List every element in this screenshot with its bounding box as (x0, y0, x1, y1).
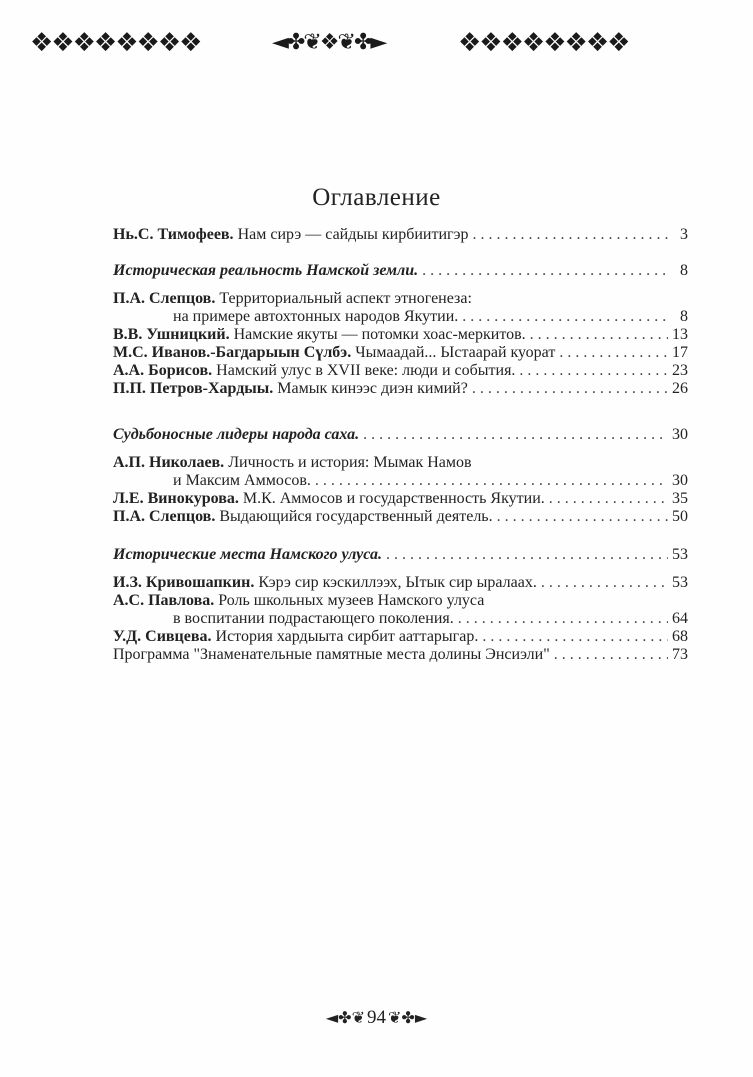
dot-leader (422, 262, 668, 280)
entry-author: В.В. Ушницкий. (113, 326, 230, 343)
entry-page: 13 (672, 326, 688, 343)
entry-title: М.К. Аммосов и государственность Якутии. (242, 490, 545, 507)
toc-entry (113, 508, 688, 526)
dot-leader (549, 490, 668, 508)
entry-page: 8 (680, 308, 688, 325)
entry-title: Чымаадай... Ыстаарай куорат (355, 344, 556, 361)
dot-leader (519, 362, 668, 380)
dot-leader (363, 426, 668, 444)
toc-entry (113, 592, 688, 610)
entry-title: Кэрэ сир кэскиллээх, Ытык сир ыралаах. (258, 574, 537, 591)
entry-page: 35 (672, 490, 688, 507)
footer-ornament-left-icon: ◄✤❦ (325, 1008, 365, 1027)
entry-title: Мамык кинээс диэн кимий? (277, 380, 468, 397)
toc-section (113, 546, 688, 564)
toc-section (113, 262, 688, 280)
entry-page: 8 (680, 262, 688, 279)
toc-entry (113, 226, 688, 244)
entry-title: Программа "Знаменательные памятные места долины Энсиэли" (113, 646, 550, 663)
dot-leader (472, 380, 668, 398)
page-number: 94 (367, 1007, 386, 1028)
entry-page: 50 (672, 508, 688, 525)
entry-title: Роль школьных музеев Намского улуса (218, 592, 485, 609)
entry-title: и Максим Аммосов. (173, 472, 311, 489)
entry-author: И.З. Кривошапкин. (113, 574, 255, 591)
entry-author: Нь.С. Тимофеев. (113, 226, 234, 243)
entry-author: Л.Е. Винокурова. (113, 490, 239, 507)
toc-entry (113, 380, 688, 398)
entry-page: 53 (672, 574, 688, 591)
entry-author: П.А. Слепцов. (113, 290, 216, 307)
toc-section (113, 426, 688, 444)
dot-leader (482, 628, 668, 646)
ornament-knots-right-icon: ❖❖❖❖❖❖❖❖ (458, 28, 629, 58)
toc-entry (113, 646, 688, 664)
entry-title: Территориальный аспект этногенеза: (219, 290, 472, 307)
entry-page: 30 (672, 426, 688, 443)
entry-page: 68 (672, 628, 688, 645)
dot-leader (462, 308, 668, 326)
dot-leader (541, 574, 668, 592)
entry-title: Нам сирэ — сайдыы кирбиитигэр (237, 226, 469, 243)
entry-title: Выдающийся государственный деятель. (219, 508, 493, 525)
entry-page: 26 (672, 380, 688, 397)
entry-title: История хардыыта сирбит ааттарыгар. (215, 628, 479, 645)
entry-title: в воспитании подрастающего поколения. (173, 610, 454, 627)
entry-title: Личность и история: Мымак Намов (228, 454, 472, 471)
dot-leader (530, 326, 668, 344)
entry-author: А.С. Павлова. (113, 592, 215, 609)
toc-entry (113, 362, 688, 380)
entry-page: 30 (672, 472, 688, 489)
entry-page: 17 (672, 344, 688, 361)
entry-author: А.П. Николаев. (113, 454, 225, 471)
page-footer (0, 1006, 753, 1029)
dot-leader (554, 646, 668, 664)
section-title: Историческая реальность Намской земли. (113, 262, 419, 279)
dot-leader (497, 508, 668, 526)
toc-entry (113, 290, 688, 308)
entry-author: М.С. Иванов.-Багдарыын Сүлбэ. (113, 344, 352, 361)
entry-author: П.П. Петров-Хардыы. (113, 380, 274, 397)
toc-entry (113, 344, 688, 362)
section-title: Исторические места Намского улуса. (113, 546, 382, 563)
footer-ornament-right-icon: ❦✤► (388, 1008, 428, 1027)
entry-title: Намский улус в XVII веке: люди и события. (216, 362, 516, 379)
dot-leader (315, 472, 668, 490)
ornament-center-icon: ◄✤❦❖❦✤► (272, 30, 386, 55)
toc-entry (173, 610, 688, 628)
toc-entry (173, 472, 688, 490)
entry-author: У.Д. Сивцева. (113, 628, 212, 645)
entry-page: 53 (672, 546, 688, 563)
toc-entry (113, 326, 688, 344)
entry-author: П.А. Слепцов. (113, 508, 216, 525)
dot-leader (559, 344, 668, 362)
entry-page: 23 (672, 362, 688, 379)
toc-entry (113, 628, 688, 646)
dot-leader (458, 610, 668, 628)
ornament-knots-left-icon: ❖❖❖❖❖❖❖❖ (30, 28, 201, 58)
dot-leader (472, 226, 668, 244)
toc-entry (173, 308, 688, 326)
page-title: Оглавление (312, 184, 441, 211)
entry-title: на примере автохтонных народов Якутии. (173, 308, 459, 325)
toc-entry (113, 454, 688, 472)
entry-page: 3 (680, 226, 688, 243)
section-title: Судьбоносные лидеры народа саха. (113, 426, 360, 443)
toc-entry (113, 490, 688, 508)
entry-page: 64 (672, 610, 688, 627)
entry-title: Намские якуты — потомки хоас-меркитов. (233, 326, 526, 343)
toc-entry (113, 574, 688, 592)
dot-leader (386, 546, 668, 564)
entry-author: А.А. Борисов. (113, 362, 213, 379)
entry-page: 73 (672, 646, 688, 663)
